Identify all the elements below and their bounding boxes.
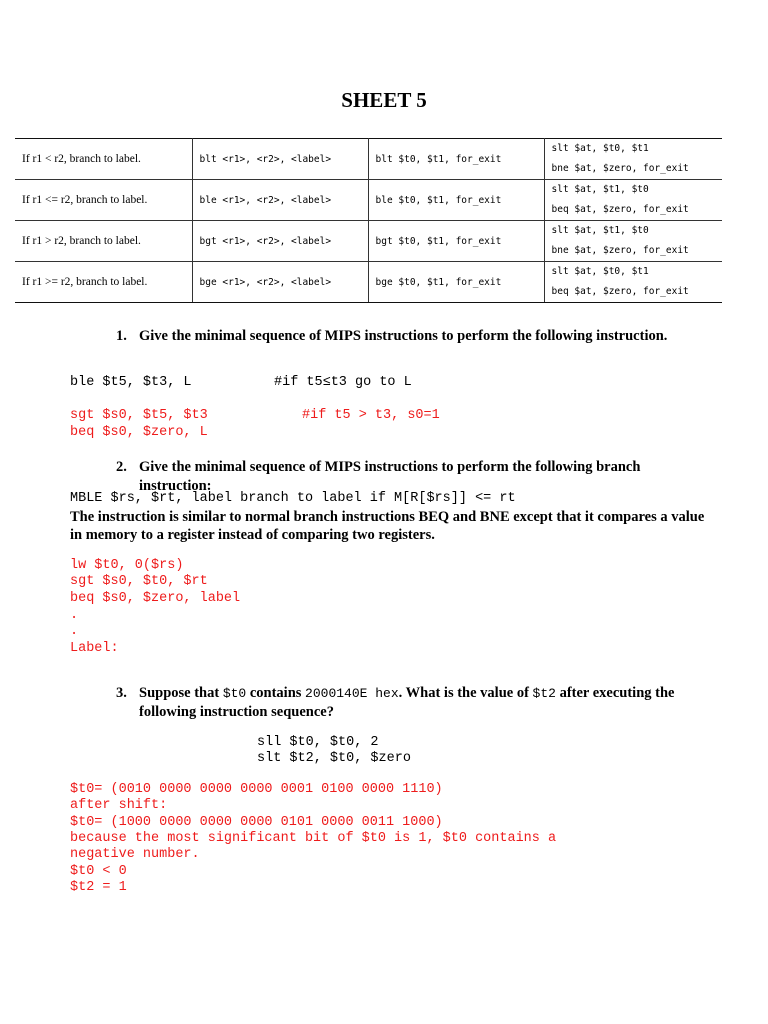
expansion-line: bne $at, $zero, for_exit: [551, 163, 689, 174]
question-2-number: 2.: [116, 459, 127, 475]
q3-register-t2: $t2: [532, 686, 556, 701]
table-cell-syntax: bge <r1>, <r2>, <label>: [192, 262, 368, 303]
table-cell-example: bge $t0, $t1, for_exit: [368, 262, 544, 303]
q3-code-line: sll $t0, $t0, 2: [257, 735, 379, 750]
table-cell-expansion: [544, 180, 722, 221]
question-1: [116, 327, 706, 346]
q2-answer-line: Label:: [70, 641, 119, 656]
page-title: SHEET 5: [341, 88, 427, 112]
table-cell-example: bgt $t0, $t1, for_exit: [368, 221, 544, 262]
table-cell-description: If r1 > r2, branch to label.: [15, 221, 192, 262]
question-1-text: Give the minimal sequence of MIPS instructions to perform the following instruction.: [139, 328, 668, 344]
q2-answer-line: beq $s0, $zero, label: [70, 591, 241, 606]
table-cell-example: ble $t0, $t1, for_exit: [368, 180, 544, 221]
expansion-line: slt $at, $t0, $t1: [551, 266, 649, 277]
q3-answer-line: because the most significant bit of $t0 is 1, $t0 contains a: [70, 830, 557, 846]
q3-answer-line: $t0= (0010 0000 0000 0000 0001 0100 0000 1110): [70, 782, 443, 797]
q1-given-instruction: ble $t5, $t3, L: [70, 375, 192, 390]
q3-answer-line: $t2 = 1: [70, 879, 127, 895]
expansion-line: beq $at, $zero, for_exit: [551, 286, 689, 297]
table-cell-expansion: [544, 221, 722, 262]
q3-hex-value: 2000140E hex: [305, 686, 399, 701]
table-row: [15, 262, 722, 303]
q2-answer-line: .: [70, 624, 79, 639]
expansion-line: slt $at, $t0, $t1: [551, 143, 649, 154]
table-cell-expansion: [544, 139, 722, 180]
question-3-number: 3.: [116, 685, 127, 701]
q3-register-t0: $t0: [222, 686, 247, 701]
table-row: [15, 139, 722, 180]
expansion-line: bne $at, $zero, for_exit: [551, 245, 689, 256]
q3-code-line: slt $t2, $t0, $zero: [257, 751, 411, 766]
table-cell-description: If r1 >= r2, branch to label.: [15, 262, 192, 303]
table-cell-description: If r1 < r2, branch to label.: [15, 139, 192, 180]
table-cell-syntax: ble <r1>, <r2>, <label>: [192, 180, 368, 221]
table-cell-example: blt $t0, $t1, for_exit: [368, 139, 544, 180]
q2-given-instruction: MBLE $rs, $rt, label branch to label if M[R[$rs]] <= rt: [70, 491, 516, 506]
table-row: [15, 180, 722, 221]
table-cell-syntax: blt <r1>, <r2>, <label>: [192, 139, 368, 180]
question-3: [116, 684, 706, 722]
table-cell-expansion: [544, 262, 722, 303]
q1-answer-line: beq $s0, $zero, L: [70, 425, 208, 440]
table-cell-description: If r1 <= r2, branch to label.: [15, 180, 192, 221]
q1-given-comment: #if t5≤t3 go to L: [274, 375, 412, 390]
q3-answer-line: after shift:: [70, 798, 168, 814]
q3-answer-line: $t0 < 0: [70, 863, 127, 879]
q3-answer-line: $t0= (1000 0000 0000 0000 0101 0000 0011 1000): [70, 814, 443, 830]
question-2-text: Give the minimal sequence of MIPS instructions to perform the following branch instruction:: [139, 459, 641, 494]
q2-note: The instruction is similar to normal branch instructions BEQ and BNE except that it compares a value in memory to a register instead of comparing two registers.: [70, 509, 705, 543]
q2-answer-line: .: [70, 608, 79, 623]
table-row: [15, 221, 722, 262]
expansion-line: beq $at, $zero, for_exit: [551, 204, 689, 215]
pseudo-instruction-table: [15, 138, 722, 303]
q2-answer-line: lw $t0, 0($rs): [70, 558, 184, 573]
expansion-line: slt $at, $t1, $t0: [551, 184, 649, 195]
expansion-line: slt $at, $t1, $t0: [551, 225, 649, 236]
question-1-number: 1.: [116, 328, 127, 344]
question-3-text: Suppose that $t0 contains 2000140E hex. What is the value of $t2 after executing the following instruction sequence?: [139, 685, 675, 720]
table-cell-syntax: bgt <r1>, <r2>, <label>: [192, 221, 368, 262]
q3-answer-line: negative number.: [70, 847, 200, 863]
q1-answer-comment: #if t5 > t3, s0=1: [302, 408, 440, 423]
q2-answer-line: sgt $s0, $t0, $rt: [70, 574, 208, 589]
q1-answer-line: sgt $s0, $t5, $t3: [70, 408, 208, 423]
